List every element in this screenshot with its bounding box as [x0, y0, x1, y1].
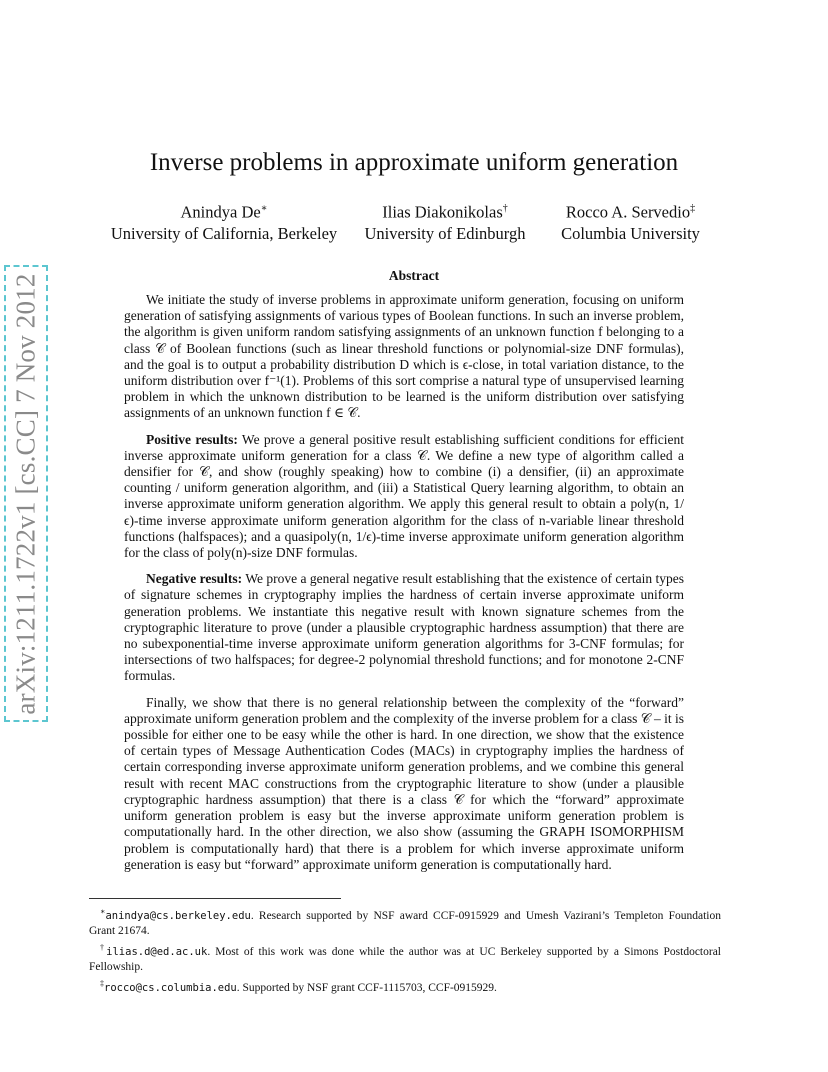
author-email-link[interactable]: rocco@cs.columbia.edu — [104, 981, 237, 994]
author-affiliation: University of Edinburgh — [364, 223, 526, 243]
paper-title: Inverse problems in approximate uniform generation — [149, 149, 679, 176]
abstract-paragraph: We initiate the study of inverse problems in approximate uniform generation, focusing on uniform generation of satisfying assignments of various types of Boolean functions. In such an inverse problem, the algorithm is given uniform random satisfying assignments of an unknown function f belonging to a class 𝒞 of Boolean functions (such as linear threshold functions or polynomial-size DNF formulas), and the goal is to output a probability distribution D which is ϵ-close, in total variation distance, to the uniform distribution over f⁻¹(1). Problems of this sort comprise a natural type of unsupervised learning problem in which the unknown distribution to be learned is the uniform distribution over satisfying assignments of an unknown function f ∈ 𝒞. — [124, 292, 684, 421]
author-block — [548, 198, 713, 244]
author-email-link[interactable]: anindya@cs.berkeley.edu — [105, 909, 251, 922]
paragraph-lead-in: Positive results: — [146, 431, 238, 447]
footnote: ∗anindya@cs.berkeley.edu. Research supported by NSF award CCF-0915929 and Umesh Vazirani’s Templeton Foundation Grant 21674. — [89, 907, 721, 937]
footnote-divider — [89, 898, 341, 899]
abstract-paragraph-positive-results: Positive results: We prove a general positive result establishing sufficient conditions for efficient inverse approximate uniform generation for a class 𝒞. We define a new type of algorithm called a densifier for 𝒞, and show (roughly speaking) how to combine (i) a densifier, (ii) an approximate counting / uniform generation algorithm, and (iii) a Statistical Query learning algorithm, to obtain an inverse approximate uniform generation algorithm. We apply this general result to obtain a poly(n, 1/ϵ)-time inverse approximate uniform generation algorithm for the class of n-variable linear threshold functions (halfspaces); and a quasipoly(n, 1/ϵ)-time inverse approximate uniform generation algorithm for the class of poly(n)-size DNF formulas. — [124, 431, 684, 561]
arxiv-identifier-stamp — [4, 265, 48, 722]
author-block — [104, 198, 344, 244]
paragraph-lead-in: Negative results: — [146, 571, 243, 587]
abstract-body — [124, 292, 684, 883]
footnote: ‡rocco@cs.columbia.edu. Supported by NSF grant CCF-1115703, CCF-0915929. — [100, 978, 497, 994]
author-name: Anindya De∗ — [180, 202, 268, 222]
author-name: Rocco A. Servedio‡ — [565, 202, 696, 222]
author-block — [360, 198, 530, 244]
footnotes — [89, 904, 721, 996]
author-affiliation: University of California, Berkeley — [110, 223, 338, 243]
abstract-heading: Abstract — [388, 268, 440, 283]
footnote: †ilias.d@ed.ac.uk. Most of this work was done while the author was at UC Berkeley supported by a Simons Postdoctoral Fellowship. — [89, 942, 721, 973]
author-affiliation: Columbia University — [561, 223, 700, 243]
author-name: Ilias Diakonikolas† — [382, 202, 508, 222]
author-email-link[interactable]: ilias.d@ed.ac.uk — [106, 945, 208, 958]
abstract-paragraph: Finally, we show that there is no general relationship between the complexity of the “forward” approximate uniform generation problem and the complexity of the inverse problem for a class 𝒞 – it is possible for either one to be easy while the other is hard. In one direction, we show that the existence of certain types of Message Authentication Codes (MACs) in cryptography implies the hardness of certain corresponding inverse approximate uniform generation problems, and we combine this general result with recent MAC constructions from the cryptographic literature to show (under a plausible cryptographic hardness assumption) that there is a class 𝒞 for which the “forward” approximate uniform generation problem is easy but the inverse approximate uniform generation problem is computationally hard. In the other direction, we also show (assuming the GRAPH ISOMORPHISM problem is computationally hard) that there is a problem for which inverse approximate uniform generation is easy but “forward” approximate uniform generation is computationally hard. — [124, 694, 684, 872]
arxiv-identifier-text: arXiv:1211.1722v1 [cs.CC] 7 Nov 2012 — [10, 272, 41, 715]
abstract-paragraph-negative-results: Negative results: We prove a general negative result establishing that the existence of certain types of signature schemes in cryptography implies the hardness of certain inverse approximate uniform generation problems. We instantiate this negative result with known signature schemes from the cryptographic literature to prove (under a plausible cryptographic hardness assumption) that there are no subexponential-time inverse approximate uniform generation algorithms for 3-CNF formulas; for intersections of two halfspaces; for degree-2 polynomial threshold functions; and for monotone 2-CNF formulas. — [124, 571, 684, 684]
